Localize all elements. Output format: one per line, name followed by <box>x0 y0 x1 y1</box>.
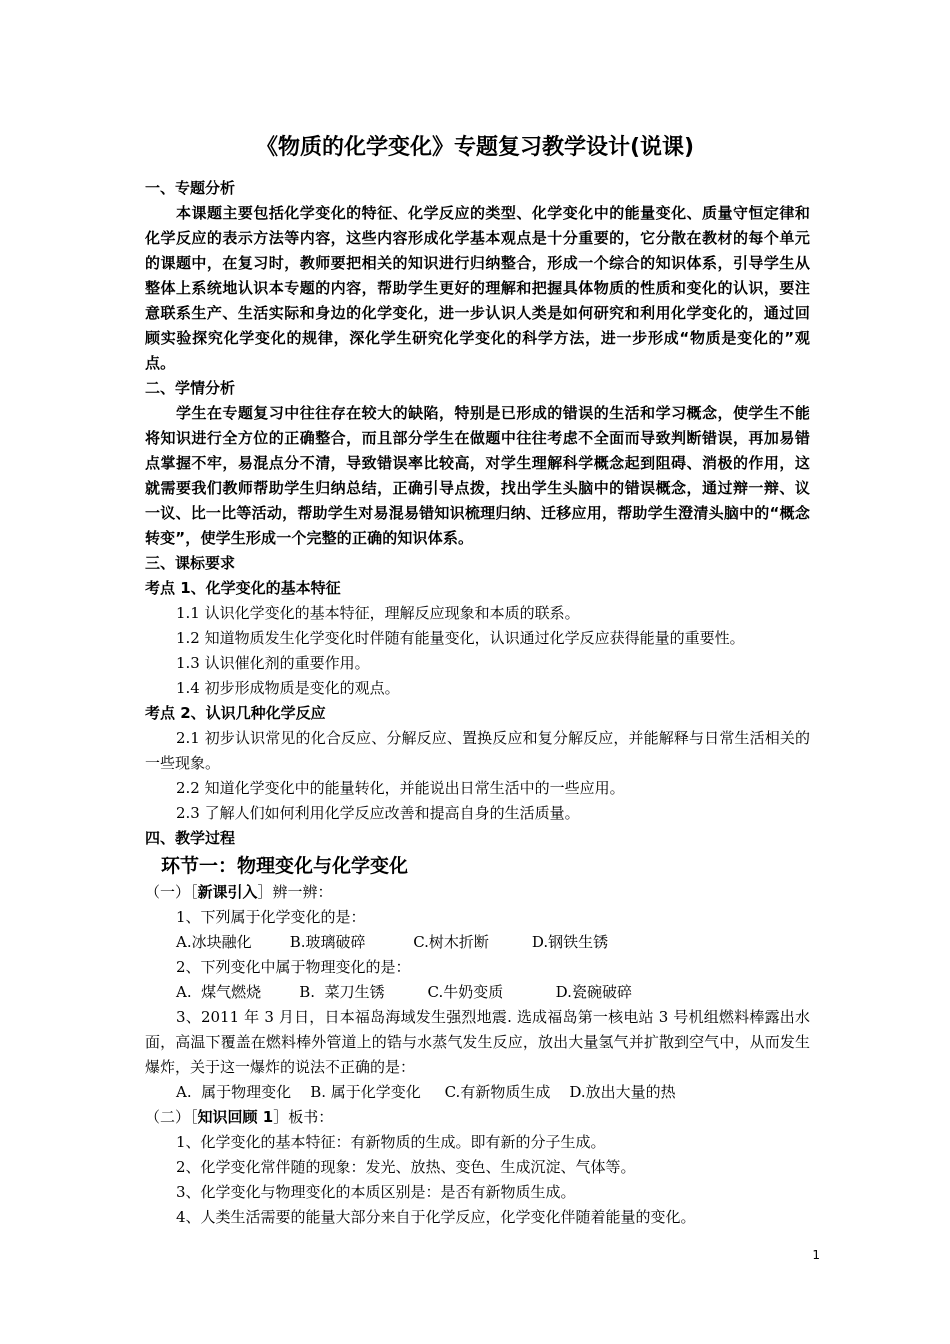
document-body <box>145 176 810 1230</box>
exam-point-item: 2.1 初步认识常见的化合反应、分解反应、置换反应和复分解反应，并能解释与日常生活相关的一些现象。 <box>145 729 810 772</box>
exam-point-item: 2.2 知道化学变化中的能量转化，并能说出日常生活中的一些应用。 <box>176 779 625 797</box>
part-two-bold-label: 知识回顾 1 <box>197 1108 274 1126</box>
review-item: 4、人类生活需要的能量大部分来自于化学反应，化学变化伴随着能量的变化。 <box>176 1208 696 1226</box>
section-heading-curriculum: 三、课标要求 <box>145 554 236 572</box>
exam-point-item: 1.1 认识化学变化的基本特征，理解反应现象和本质的联系。 <box>176 604 580 622</box>
part-two-suffix: ］板书： <box>273 1108 334 1126</box>
exam-point-item: 2.3 了解人们如何利用化学反应改善和提高自身的生活质量。 <box>176 804 580 822</box>
part-two-prefix: （二）［ <box>145 1108 198 1126</box>
question-1: 1、下列属于化学变化的是： <box>176 908 366 926</box>
question-3: 3、2011 年 3 月日，日本福岛海域发生强烈地震. 选成福岛第一核电站 3 号机组燃料棒露出水面，高温下覆盖在燃料棒外管道上的锆与水蒸气发生反应，放出大量氢气并扩散到空气中，从而发生爆炸，关于这一爆炸的说法不正确的是： <box>145 1008 810 1076</box>
question-3-options: A. 属于物理变化 B. 属于化学变化 C.有新物质生成 D.放出大量的热 <box>176 1083 676 1101</box>
part-one-suffix: ］辨一辨： <box>257 883 333 901</box>
section-heading-topic-analysis: 一、专题分析 <box>145 179 236 197</box>
review-item: 3、化学变化与物理变化的本质区别是：是否有新物质生成。 <box>176 1183 576 1201</box>
document-title: 《物质的化学变化》专题复习教学设计(说课) <box>255 135 695 160</box>
topic-analysis-paragraph: 本课题主要包括化学变化的特征、化学反应的类型、化学变化中的能量变化、质量守恒定律和化学反应的表示方法等内容，这些内容形成化学基本观点是十分重要的，它分散在教材的每个单元的课题中，在复习时，教师要把相关的知识进行归纳整合，形成一个综合的知识体系，引导学生从整体上系统地认识本专题的内容，帮助学生更好的理解和把握具体物质的性质和变化的认识，要注意联系生产、生活实际和身边的化学变化，进一步认识人类是如何研究和利用化学变化的，通过回顾实验探究化学变化的规律，深化学生研究化学变化的科学方法，进一步形成“物质是变化的”观点。 <box>145 204 810 372</box>
part-one-prefix: （一）［ <box>145 883 198 901</box>
stage-one-heading: 环节一：物理变化与化学变化 <box>161 855 409 877</box>
exam-point-item: 1.4 初步形成物质是变化的观点。 <box>176 679 400 697</box>
exam-point-item: 1.3 认识催化剂的重要作用。 <box>176 654 370 672</box>
question-2: 2、下列变化中属于物理变化的是： <box>176 958 411 976</box>
section-heading-student-analysis: 二、学情分析 <box>145 379 236 397</box>
review-item: 1、化学变化的基本特征：有新物质的生成。即有新的分子生成。 <box>176 1133 606 1151</box>
part-one-bold-label: 新课引入 <box>197 883 258 901</box>
exam-point-item: 1.2 知道物质发生化学变化时伴随有能量变化，认识通过化学反应获得能量的重要性。 <box>176 629 745 647</box>
part-two-heading <box>145 1105 810 1130</box>
student-analysis-paragraph: 学生在专题复习中往往存在较大的缺陷，特别是已形成的错误的生活和学习概念，使学生不能将知识进行全方位的正确整合，而且部分学生在做题中往往考虑不全面而导致判断错误，再加易错点掌握不牢，易混点分不清，导致错误率比较高，对学生理解科学概念起到阻碍、消极的作用，这就需要我们教师帮助学生归纳总结，正确引导点拨，找出学生头脑中的错误概念，通过辩一辩、议一议、比一比等活动，帮助学生对易混易错知识梳理归纳、迁移应用，帮助学生澄清头脑中的“概念转变”，使学生形成一个完整的正确的知识体系。 <box>145 404 810 547</box>
question-1-options: A.冰块融化 B.玻璃破碎 C.树木折断 D.钢铁生锈 <box>176 933 609 951</box>
review-item: 2、化学变化常伴随的现象：发光、放热、变色、生成沉淀、气体等。 <box>176 1158 636 1176</box>
exam-point-2-heading: 考点 2、认识几种化学反应 <box>145 704 326 722</box>
section-heading-teaching-process: 四、教学过程 <box>145 829 236 847</box>
page-number: 1 <box>812 1248 820 1262</box>
part-one-heading <box>145 880 810 905</box>
question-2-options: A. 煤气燃烧 B. 菜刀生锈 C.牛奶变质 D.瓷碗破碎 <box>176 983 632 1001</box>
exam-point-1-heading: 考点 1、化学变化的基本特征 <box>145 579 341 597</box>
